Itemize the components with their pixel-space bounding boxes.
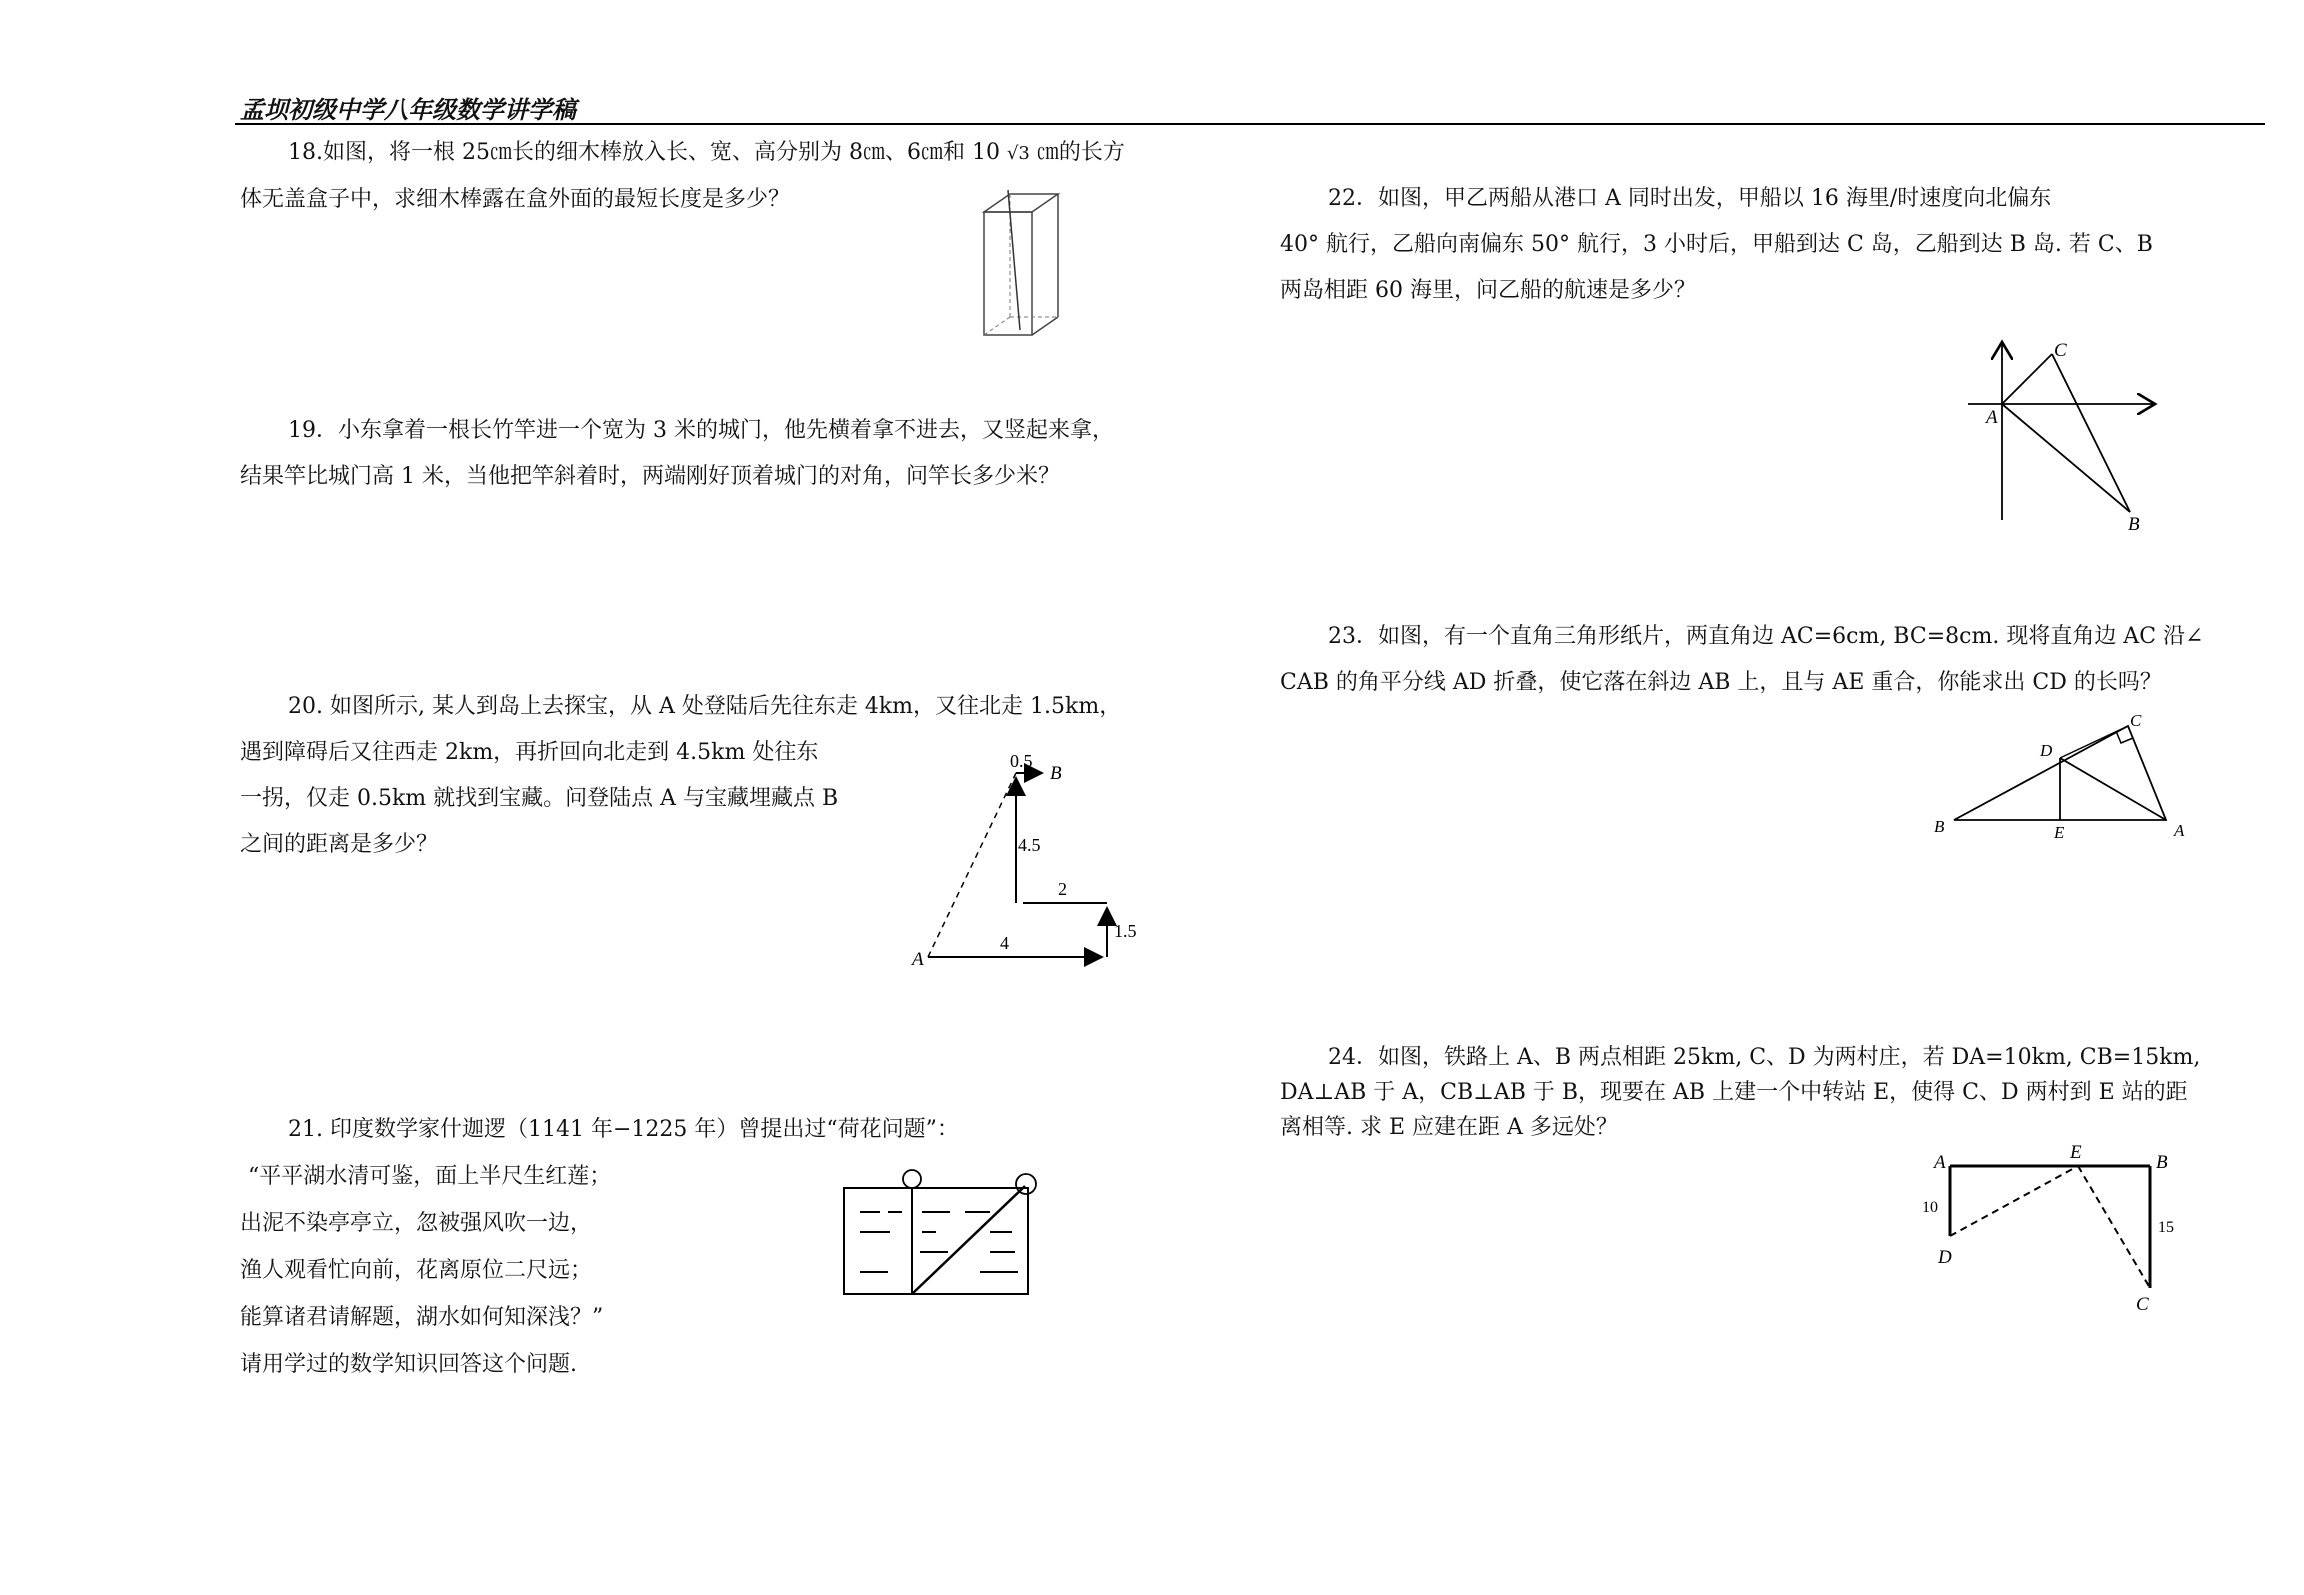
rail-point-d-label: D bbox=[1938, 1247, 1952, 1268]
q20-line-4: 之间的距离是多少？ bbox=[240, 832, 439, 857]
q22-line-3: 两岛相距 60 海里，问乙船的航速是多少？ bbox=[1280, 278, 1696, 303]
q22-line-2: 40° 航行，乙船向南偏东 50° 航行，3 小时后，甲船到达 C 岛，乙船到达 B 岛. 若 C、B bbox=[1280, 232, 2153, 257]
treasure-path-diagram bbox=[900, 750, 1160, 980]
q18-line-1: 18.如图，将一根 25㎝长的细木棒放入长、宽、高分别为 8㎝、6㎝和 10 √3 ㎝的长方 bbox=[288, 140, 1125, 165]
q21-line-6: 请用学过的数学知识回答这个问题. bbox=[240, 1352, 577, 1377]
railway-diagram bbox=[1910, 1140, 2174, 1320]
q19-line-2: 结果竿比城门高 1 米，当他把竿斜着时，两端刚好顶着城门的对角，问竿长多少米？ bbox=[240, 464, 1060, 489]
rail-point-e-label: E bbox=[2070, 1142, 2082, 1163]
right-triangle-diagram bbox=[1920, 712, 2200, 842]
length-10-label: 10 bbox=[1922, 1199, 1938, 1216]
q19-line-1: 19．小东拿着一根长竹竿进一个宽为 3 米的城门，他先横着拿不进去，又竖起来拿， bbox=[288, 418, 1114, 443]
triangle-point-a-label: A bbox=[2174, 821, 2185, 840]
q21-line-4: 渔人观看忙向前，花离原位二尺远； bbox=[240, 1258, 593, 1283]
length-4-5-label: 4.5 bbox=[1018, 835, 1041, 855]
q21-line-2: “平平湖水清可鉴，面上半尺生红莲； bbox=[248, 1164, 612, 1189]
question-19 bbox=[240, 408, 1114, 500]
q24-line-1: 24．如图，铁路上 A、B 两点相距 25km, C、D 为两村庄，若 DA=10km, CB=15km, bbox=[1328, 1045, 2201, 1070]
rail-point-c-label: C bbox=[2136, 1294, 2149, 1315]
q20-line-1: 20. 如图所示, 某人到岛上去探宝，从 A 处登陆后先往东走 4km，又往北走 1.5km， bbox=[288, 694, 1122, 719]
q21-line-5: 能算诸君请解题，湖水如何知深浅？” bbox=[240, 1305, 604, 1330]
sqrt-three: √3 bbox=[1006, 143, 1030, 164]
q23-line-1: 23．如图，有一个直角三角形纸片，两直角边 AC=6cm, BC=8cm. 现将直角边 AC 沿∠ bbox=[1328, 624, 2204, 649]
triangle-point-b-label: B bbox=[1934, 817, 1945, 836]
q24-line-3: 离相等. 求 E 应建在距 A 多远处？ bbox=[1280, 1115, 1618, 1140]
q20-line-3: 一拐，仅走 0.5km 就找到宝藏。问登陆点 A 与宝藏埋藏点 B bbox=[240, 786, 839, 811]
lotus-lake-diagram bbox=[840, 1170, 1040, 1300]
q23-line-2: CAB 的角平分线 AD 折叠，使它落在斜边 AB 上，且与 AE 重合，你能求出 CD 的长吗？ bbox=[1280, 670, 2162, 695]
length-2-label: 2 bbox=[1058, 879, 1067, 899]
triangle-point-e-label: E bbox=[2054, 823, 2065, 842]
length-0-5-label: 0.5 bbox=[1010, 751, 1033, 771]
length-15-label: 15 bbox=[2158, 1219, 2174, 1236]
rail-point-a-label: A bbox=[1934, 1152, 1946, 1173]
point-b-label: B bbox=[1050, 763, 1062, 784]
question-24 bbox=[1280, 1040, 2200, 1145]
question-23 bbox=[1280, 614, 2203, 706]
q18-line-2: 体无盖盒子中，求细木棒露在盒外面的最短长度是多少？ bbox=[240, 187, 791, 212]
ship-point-a-label: A bbox=[1986, 407, 1998, 428]
q22-line-1: 22．如图，甲乙两船从港口 A 同时出发，甲船以 16 海里/时速度向北偏东 bbox=[1328, 186, 2052, 211]
q20-line-2: 遇到障碍后又往西走 2km，再折回向北走到 4.5km 处往东 bbox=[240, 740, 819, 765]
page-header-title: 孟坝初级中学八年级数学讲学稿 bbox=[240, 96, 576, 124]
length-4-label: 4 bbox=[1000, 933, 1009, 953]
q21-line-1: 21. 印度数学家什迦逻（1141 年−1225 年）曾提出过“荷花问题”： bbox=[288, 1117, 959, 1142]
ships-diagram bbox=[1950, 330, 2170, 535]
ship-point-c-label: C bbox=[2054, 340, 2067, 361]
ship-point-b-label: B bbox=[2128, 514, 2140, 535]
question-22 bbox=[1280, 176, 2153, 314]
q24-line-2: DA⊥AB 于 A，CB⊥AB 于 B，现要在 AB 上建一个中转站 E，使得 C、D 两村到 E 站的距 bbox=[1280, 1080, 2188, 1105]
point-a-label: A bbox=[912, 949, 924, 970]
box-diagram bbox=[970, 190, 1080, 340]
triangle-point-d-label: D bbox=[2040, 741, 2053, 760]
header-divider bbox=[235, 123, 2265, 125]
triangle-point-c-label: C bbox=[2130, 711, 2142, 730]
rail-point-b-label: B bbox=[2156, 1152, 2168, 1173]
length-1-5-label: 1.5 bbox=[1114, 921, 1137, 941]
q21-line-3: 出泥不染亭亭立，忽被强风吹一边， bbox=[240, 1211, 593, 1236]
